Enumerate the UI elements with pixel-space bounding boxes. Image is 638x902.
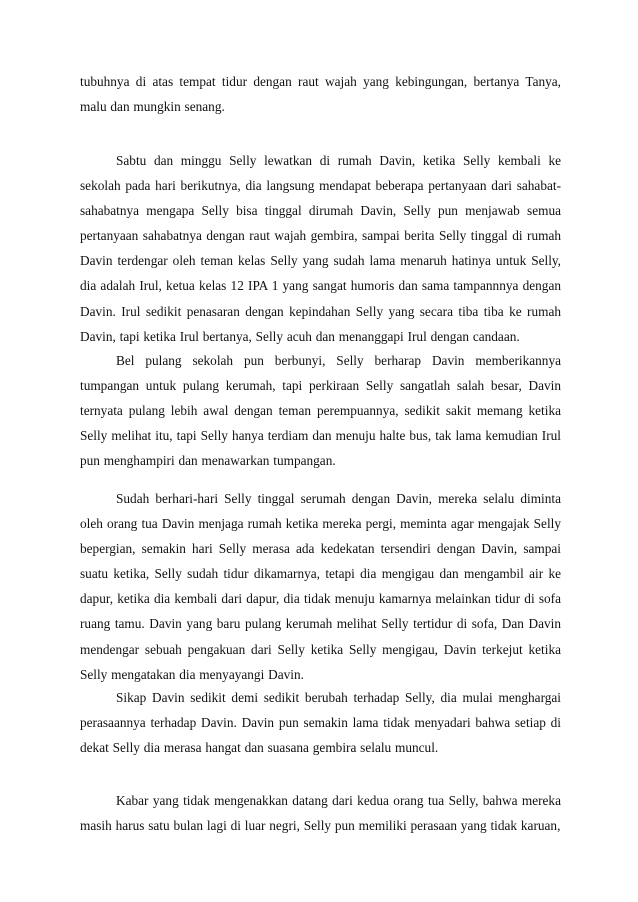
- paragraph: Kabar yang tidak mengenakkan datang dari kedua orang tua Selly, bahwa mereka masih harus satu bulan lagi di luar negri, Selly pun memiliki perasaan yang tidak karuan,: [80, 793, 561, 834]
- paragraph: Sabtu dan minggu Selly lewatkan di rumah Davin, ketika Selly kembali ke sekolah pada hari berikutnya, dia langsung mendapat beberapa pertanyaan dari sahabat-sahabatnya mengapa Selly bisa tinggal dirumah Davin, Selly pun menjawab semua pertanyaan sahabatnya dengan raut wajah gembira, sampai berita Selly tinggal di rumah Davin terdengar oleh teman kelas Selly yang sudah lama menaruh hatinya untuk Selly, dia adalah Irul, ketua kelas 12 IPA 1 yang sangat humoris dan sama tampannnya dengan Davin. Irul sedikit penasaran dengan kepindahan Selly yang secara tiba tiba ke rumah Davin, tapi ketika Irul bertanya, Selly acuh dan menanggapi Irul dengan candaan.: [80, 153, 561, 344]
- paragraph: Sudah berhari-hari Selly tinggal serumah dengan Davin, mereka selalu diminta oleh orang tua Davin menjaga rumah ketika mereka pergi, meminta agar mengajak Selly bepergian, semakin hari Selly merasa ada kedekatan tersendiri dengan Davin, sampai suatu ketika, Selly sudah tidur dikamarnya, tetapi dia mengigau dan mengambil air ke dapur, ketika dia kembali dari dapur, dia tidak menuju kamarnya melainkan tidur di sofa ruang tamu. Davin yang baru pulang kerumah melihat Selly tertidur di sofa, Dan Davin mendengar sebuah pengakuan dari Selly ketika Selly mengigau, Davin terkejut ketika Selly mengatakan dia menyayangi Davin.: [80, 491, 561, 682]
- paragraph: Bel pulang sekolah pun berbunyi, Selly berharap Davin memberikannya tumpangan untuk pulang kerumah, tapi perkiraan Selly sangatlah salah besar, Davin ternyata pulang lebih awal dengan teman perempuannya, sedikit sakit memang ketika Selly melihat itu, tapi Selly hanya terdiam dan menuju halte bus, tak lama kemudian Irul pun menghampiri dan menawarkan tumpangan.: [80, 353, 561, 469]
- paragraph: Sikap Davin sedikit demi sedikit berubah terhadap Selly, dia mulai menghargai perasaannya terhadap Davin. Davin pun semakin lama tidak menyadari bahwa setiap di dekat Selly dia merasa hangat dan suasana gembira selalu muncul.: [80, 690, 561, 756]
- paragraph-continuation: tubuhnya di atas tempat tidur dengan raut wajah yang kebingungan, bertanya Tanya, malu dan mungkin senang.: [80, 74, 561, 115]
